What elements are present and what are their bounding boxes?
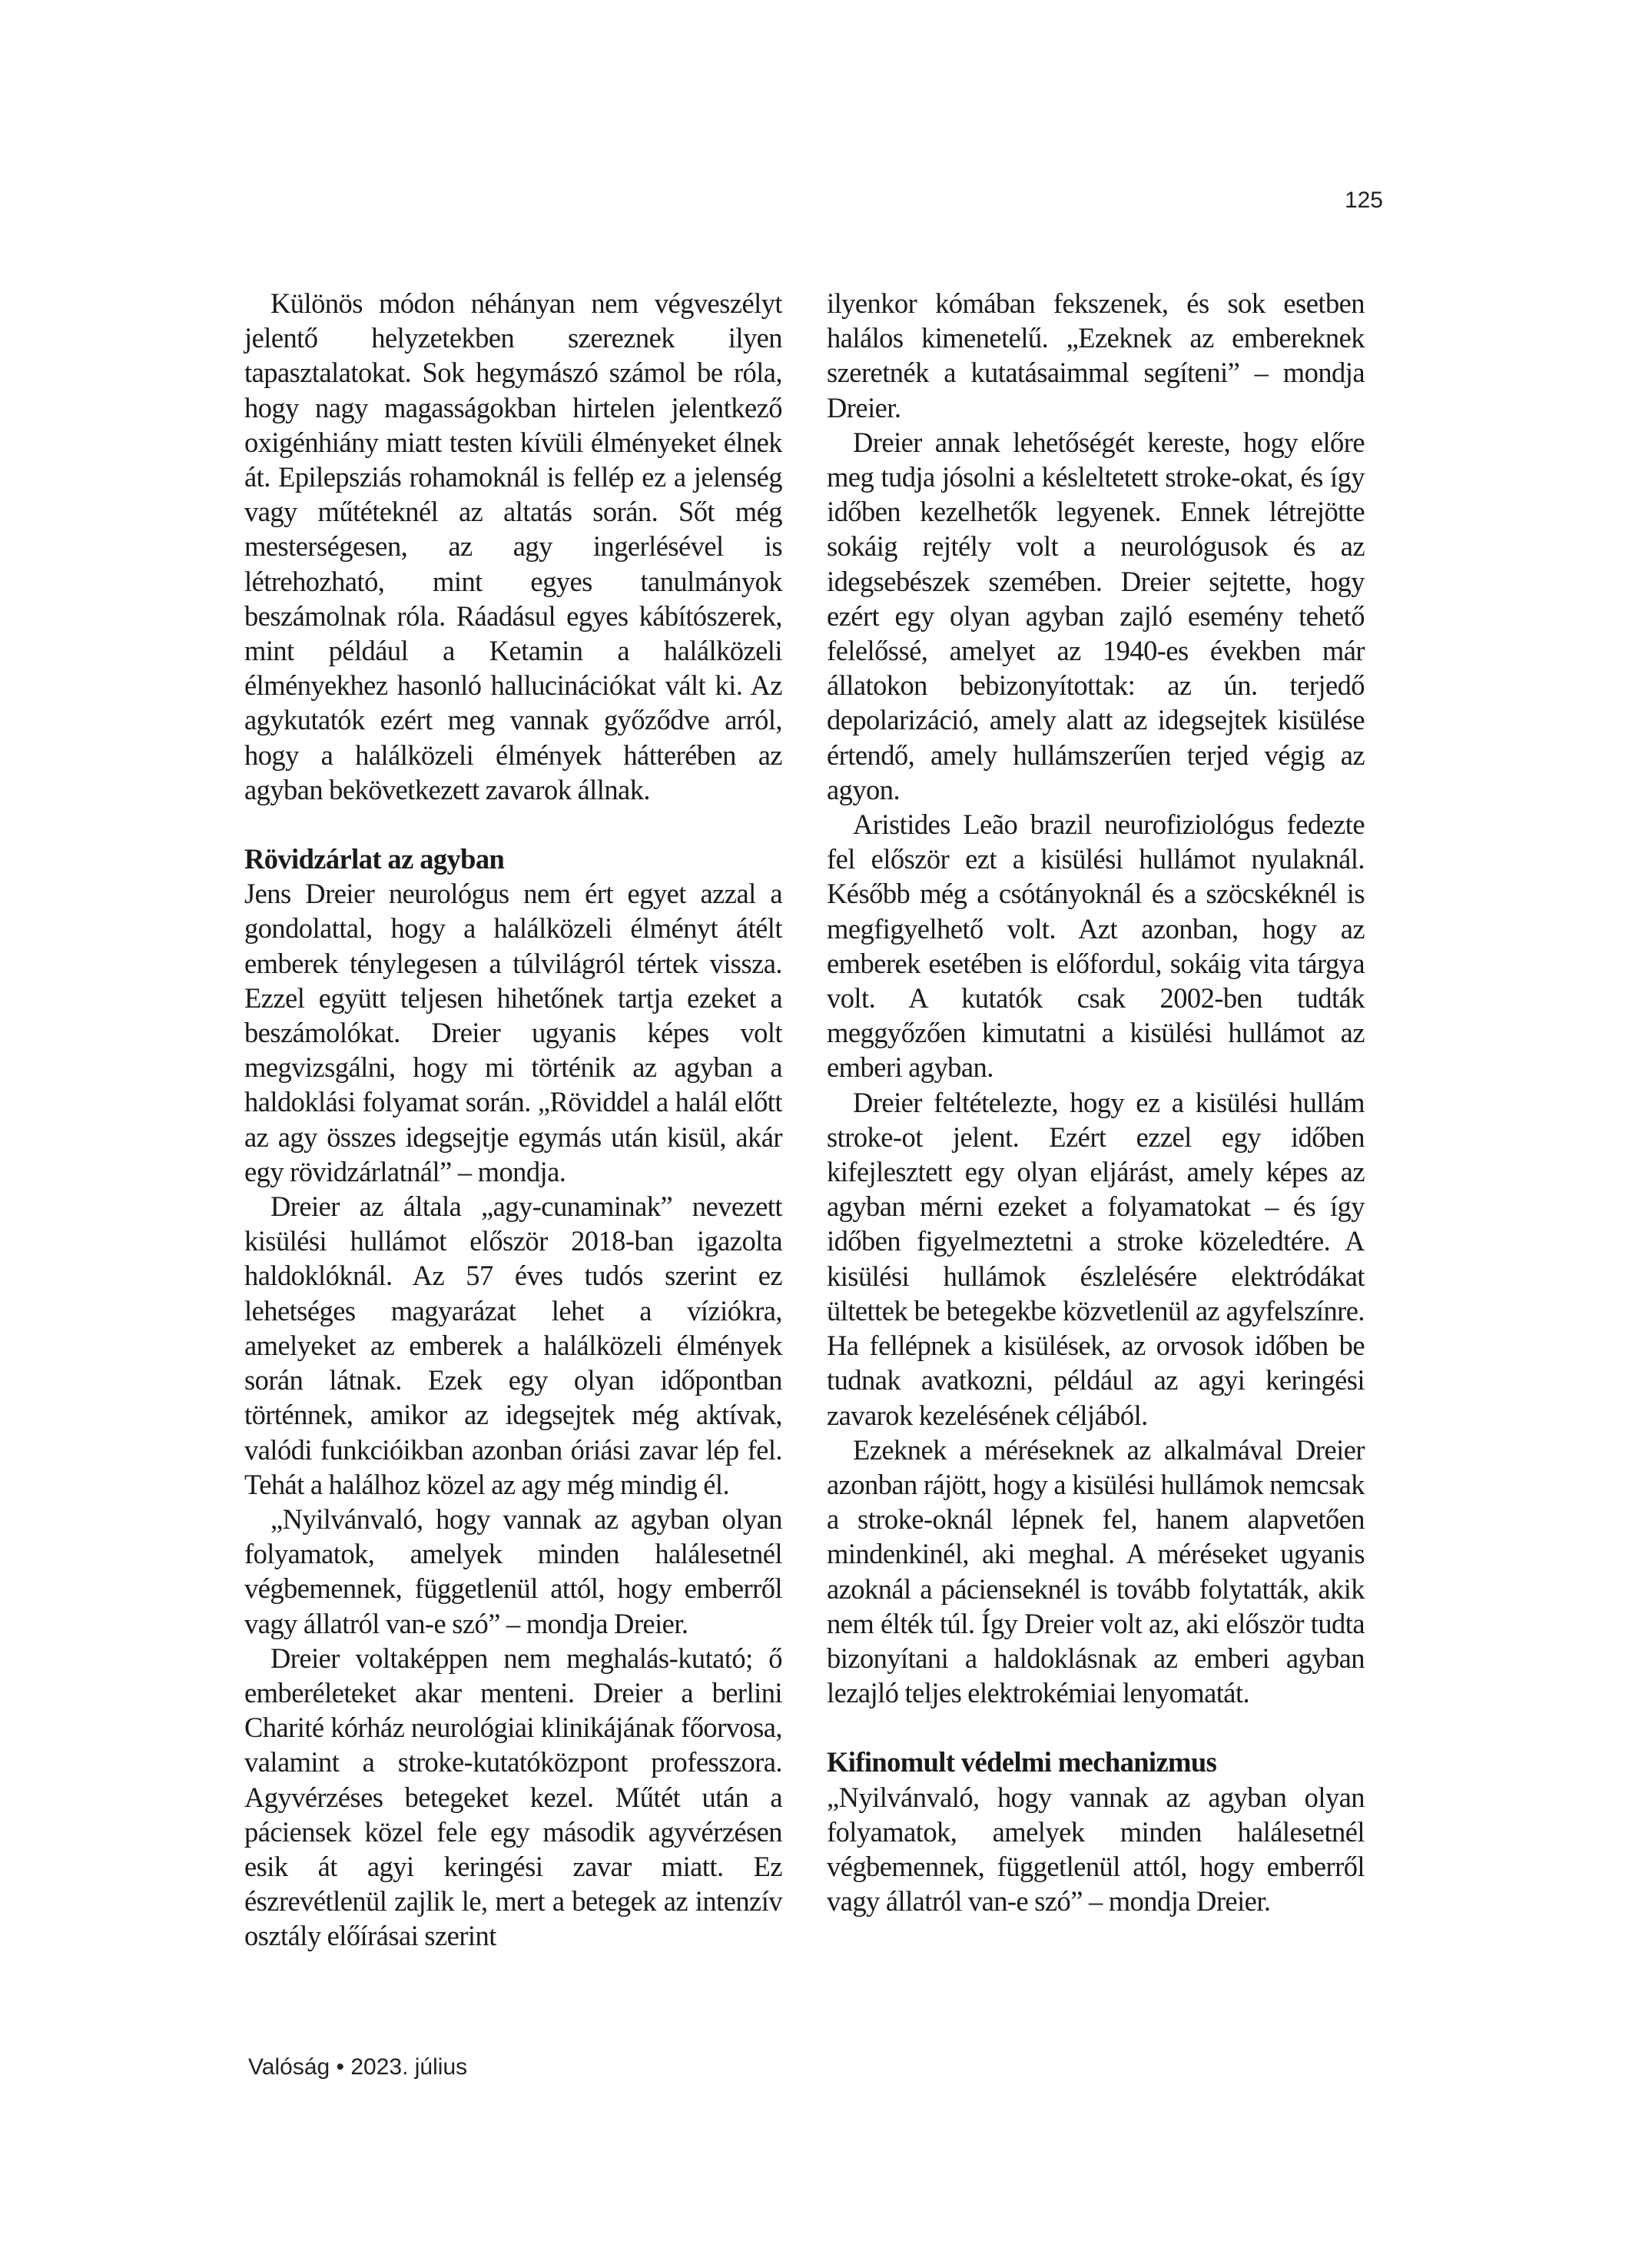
section-heading: Rövidzárlat az agyban [244,843,505,875]
paragraph: Dreier voltaképpen nem meghalás-kutató; ő emberéleteket akar menteni. Dreier a berlini Charité kórház neurológiai klinikájának főorvosa, valamint a stroke-kutatóközpont professzora. Agyvérzéses betegeket kezel. Műtét után a páciensek közel fele egy második agyvérzésen esik át agyi keringési zavar miatt. Ez észrevétlenül zajlik le, mert a betegek az intenzív osztály előírásai szerint [244,1642,782,1952]
left-column [244,286,782,1954]
paragraph: Dreier feltételezte, hogy ez a kisülési hullám stroke-ot jelent. Ezért ezzel egy időben kifejlesztett egy olyan eljárást, amely képes az agyban mérni ezeket a folyamatokat – és így időben figyelmeztetni a stroke közeledtére. A kisülési hullámok észlelésére elektródákat ültettek be betegekbe közvetlenül az agyfelszínre. Ha fellépnek a kisülések, az orvosok időben be tudnak avatkozni, például az agyi keringési zavarok kezelésének céljából. [827,1086,1365,1431]
paragraph: „Nyilvánvaló, hogy vannak az agyban olyan folyamatok, amelyek minden halálesetnél végbemennek, függetlenül attól, hogy emberről vagy állatról van-e szó” – mondja Dreier. [827,1781,1365,1918]
paragraph: Aristides Leão brazil neurofiziológus fedezte fel először ezt a kisülési hullámot nyulaknál. Később még a csótányoknál és a szöcskéknél is megfigyelhető volt. Azt azonban, hogy az emberek esetében is előfordul, sokáig vita tárgya volt. A kutatók csak 2002-ben tudták meggyőzően kimutatni a kisülési hullámot az emberi agyban. [827,809,1365,1084]
paragraph: Ezeknek a méréseknek az alkalmával Dreier azonban rájött, hogy a kisülési hullámok nemcsak a stroke-oknál lépnek fel, hanem alapvetően mindenkinél, aki meghal. A méréseket ugyanis azoknál a pácienseknél is tovább folytatták, akik nem élték túl. Így Dreier volt az, aki először tudta bizonyítani a haldoklásnak az emberi agyban lezajló teljes elektrokémiai lenyomatát. [827,1433,1365,1709]
paragraph: Dreier az általa „agy-cunaminak” nevezett kisülési hullámot először 2018-ban igazolta haldoklóknál. Az 57 éves tudós szerint ez lehetséges magyarázat lehet a víziókra, amelyeket az emberek a halálközeli élmények során látnak. Ezek egy olyan időpontban történnek, amikor az idegsejtek még aktívak, valódi funkcióikban azonban óriási zavar lép fel. Tehát a halálhoz közel az agy még mindig él. [244,1190,782,1500]
paragraph: Különös módon néhányan nem végveszélyt jelentő helyzetekben szereznek ilyen tapasztalatokat. Sok hegymászó számol be róla, hogy nagy magasságokban hirtelen jelentkező oxigénhiány miatt testen kívüli élményeket élnek át. Epilepsziás rohamoknál is fellép ez a jelenség vagy műtéteknél az altatás során. Sőt még mesterségesen, az agy ingerlésével is létrehozható, mint egyes tanulmányok beszámolnak róla. Ráadásul egyes kábítószerek, mint például a Ketamin a halálközeli élményekhez hasonló hallucinációkat vált ki. Az agykutatók ezért meg vannak győződve arról, hogy a halálközeli élmények hátterében az agyban bekövetkezett zavarok állnak. [244,287,782,805]
page-number: 125 [1344,188,1383,213]
paragraph: „Nyilvánvaló, hogy vannak az agyban olyan folyamatok, amelyek minden halálesetnél végbemennek, függetlenül attól, hogy emberről vagy állatról van-e szó” – mondja Dreier. [244,1503,782,1639]
right-column [827,286,1365,1918]
paragraph: Dreier annak lehetőségét kereste, hogy előre meg tudja jósolni a késleltetett stroke-okat, és így időben kezelhetők legyenek. Ennek létrejötte sokáig rejtély volt a neurológusok és az idegsebészek szemében. Dreier sejtette, hogy ezért egy olyan agyban zajló esemény tehető felelőssé, amelyet az 1940-es években már állatokon bebizonyítottak: az ún. terjedő depolarizáció, amely alatt az idegsejtek kisülése értendő, amely hullámszerűen terjed végig az agyon. [827,426,1365,805]
section-heading: Kifinomult védelmi mechanizmus [827,1746,1217,1778]
paragraph: Jens Dreier neurológus nem ért egyet azzal a gondolattal, hogy a halálközeli élményt átélt emberek ténylegesen a túlvilágról tértek vissza. Ezzel együtt teljesen hihetőnek tartja ezeket a beszámolókat. Dreier ugyanis képes volt megvizsgálni, hogy mi történik az agyban a haldoklási folyamat során. „Röviddel a halál előtt az agy összes idegsejtje egymás után kisül, akár egy rövidzárlatnál” – mondja. [244,878,782,1187]
page-footer: Valóság • 2023. július [248,2054,468,2080]
paragraph: ilyenkor kómában fekszenek, és sok esetben halálos kimenetelű. „Ezeknek az embereknek szeretnék a kutatásaimmal segíteni” – mondja Dreier. [827,287,1365,423]
